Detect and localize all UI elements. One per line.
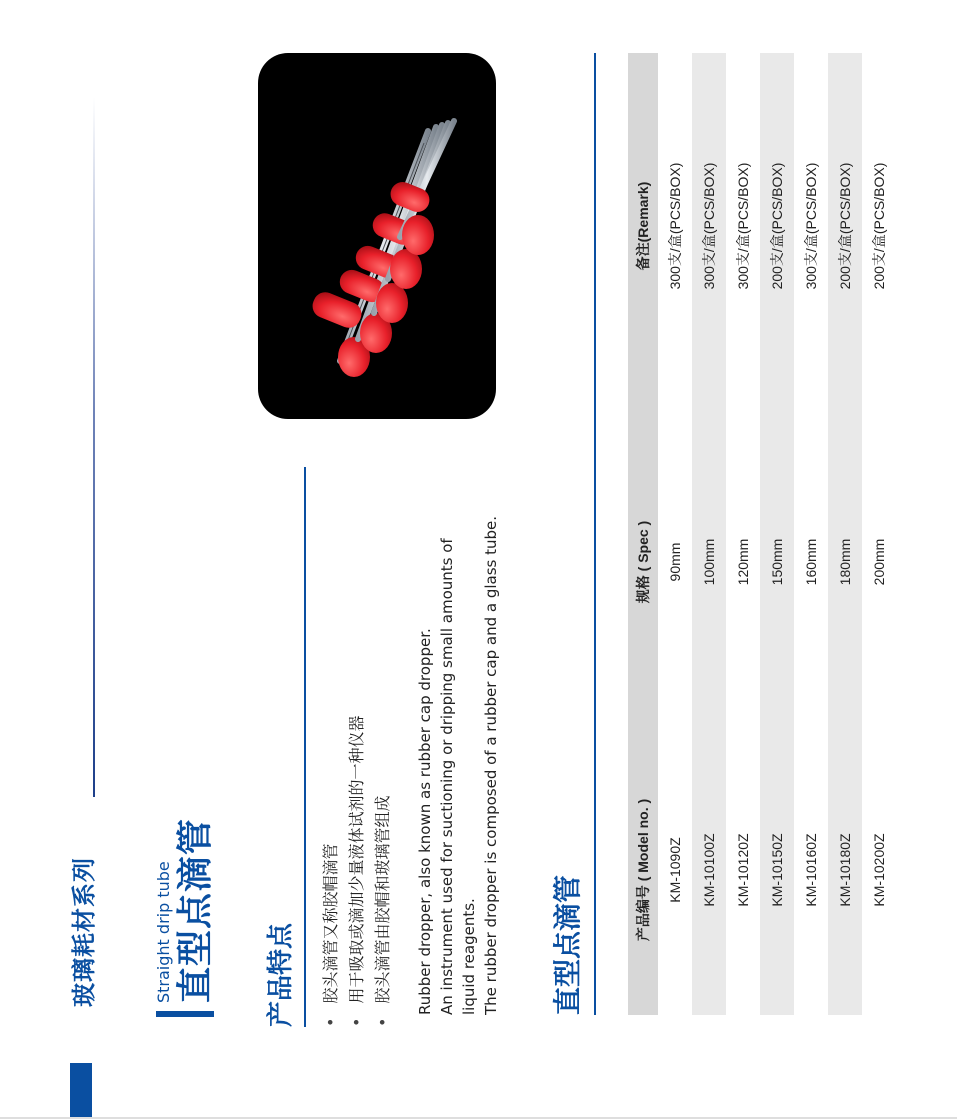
- features-heading: 产品特点: [266, 922, 296, 1027]
- cell-spec: 100mm: [692, 399, 726, 725]
- series-accent-bar: [70, 1063, 92, 1119]
- table-row: [658, 53, 692, 1015]
- cell-model: KM-10160Z: [803, 833, 819, 907]
- spec-table: [628, 53, 896, 1015]
- cell-spec: 160mm: [803, 538, 819, 586]
- cell-model: KM-10100Z: [692, 725, 726, 1015]
- column-header-spec: 规格 ( Spec ): [628, 399, 658, 725]
- feature-bullet: • 胶头滴管由胶帽和玻璃管组成: [370, 716, 396, 1027]
- table-divider: [594, 53, 596, 1015]
- cell-model: KM-1090Z: [667, 837, 683, 903]
- cell-model: KM-10120Z: [735, 833, 751, 907]
- dropper-illustration: [258, 53, 496, 419]
- cell-remark: 300支/盒(PCS/BOX): [803, 162, 819, 290]
- feature-bullet: • 胶头滴管又称胶帽滴管: [318, 716, 344, 1027]
- features-divider: [304, 467, 306, 1027]
- cell-model: KM-10180Z: [828, 725, 862, 1015]
- cell-remark: 300支/盒(PCS/BOX): [667, 162, 683, 290]
- table-row: [726, 53, 760, 1015]
- series-title: 玻璃耗材系列: [70, 857, 98, 1007]
- cell-remark: 200支/盒(PCS/BOX): [828, 53, 862, 399]
- table-row: [794, 53, 828, 1015]
- table-row: [828, 53, 862, 1015]
- cell-remark: 300支/盒(PCS/BOX): [735, 162, 751, 290]
- description-line: The rubber dropper is composed of a rubber cap and a glass tube.: [482, 515, 500, 1015]
- features-list: [318, 716, 396, 1027]
- description-line: Rubber dropper, also known as rubber cap dropper.: [416, 628, 434, 1015]
- product-title-cn: 直型点滴管: [175, 817, 216, 1003]
- cell-spec: 200mm: [871, 538, 887, 586]
- cell-spec: 120mm: [735, 538, 751, 586]
- table-row: [692, 53, 726, 1015]
- column-header-model: 产品编号 ( Model no. ): [628, 725, 658, 1015]
- description-line: liquid reagents.: [460, 898, 478, 1015]
- straight-drip-tube-photo: [258, 53, 496, 419]
- cell-spec: 90mm: [667, 542, 683, 582]
- cell-model: KM-10150Z: [760, 725, 794, 1015]
- title-accent-bar: [156, 1011, 214, 1017]
- product-description: [414, 375, 502, 1015]
- product-title-en: Straight drip tube: [154, 861, 173, 1003]
- feature-bullet: • 用于吸取或滴加少量液体试剂的一种仪器: [344, 716, 370, 1027]
- cell-spec: 180mm: [828, 399, 862, 725]
- table-heading: 直型点滴管: [551, 874, 584, 1015]
- table-header-row: [628, 53, 658, 1015]
- description-line: An instrument used for suctioning or dripping small amounts of: [438, 538, 456, 1015]
- cell-remark: 300支/盒(PCS/BOX): [692, 53, 726, 399]
- cell-model: KM-10200Z: [871, 833, 887, 907]
- column-header-remark: 备注(Remark): [628, 53, 658, 399]
- cell-spec: 150mm: [760, 399, 794, 725]
- cell-remark: 200支/盒(PCS/BOX): [760, 53, 794, 399]
- cell-remark: 200支/盒(PCS/BOX): [871, 162, 887, 290]
- table-row: [760, 53, 794, 1015]
- table-row: [862, 53, 896, 1015]
- series-divider: [93, 97, 95, 797]
